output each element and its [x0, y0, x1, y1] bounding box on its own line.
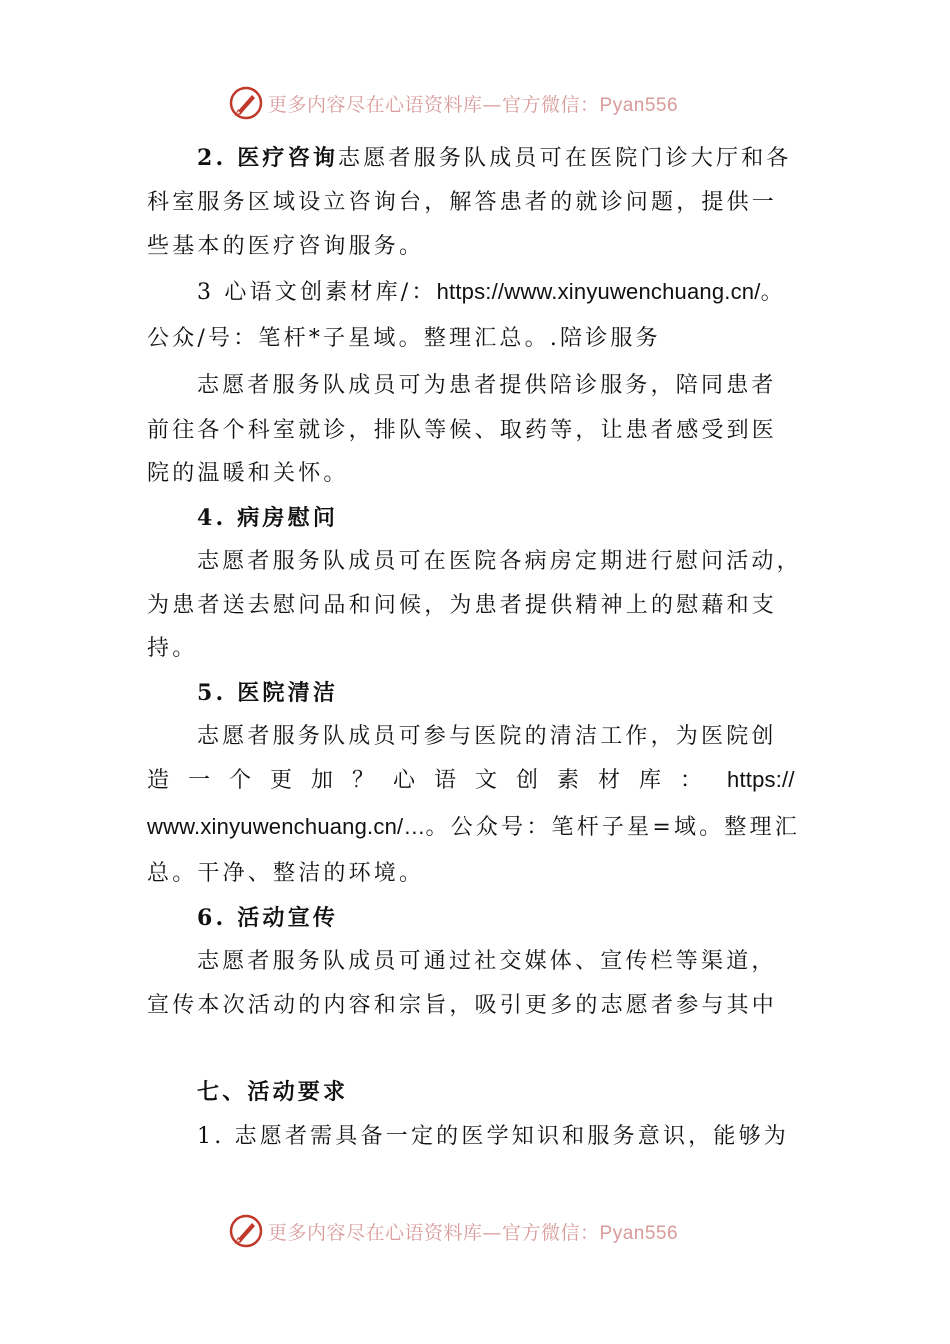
- paragraph-line: 宣传本次活动的内容和宗旨，吸引更多的志愿者参与其中: [147, 993, 778, 1018]
- section-heading: 4. 病房慰问: [197, 505, 339, 531]
- pen-logo-icon: [228, 1213, 264, 1249]
- paragraph-line: 志愿者服务队成员可参与医院的清洁工作，为医院创: [197, 724, 777, 749]
- url-text: www.xinyuwenchuang.cn/…: [147, 814, 426, 839]
- paragraph-line: 些基本的医疗咨询服务。: [147, 234, 425, 259]
- section-heading: 5. 医院清洁: [197, 680, 339, 706]
- pen-logo-icon: [228, 85, 264, 121]
- section-heading: 6. 活动宣传: [197, 905, 339, 931]
- banner-text: 更多内容尽在心语资料库—官方微信：Pyan556: [268, 1221, 679, 1244]
- paragraph-line: 2. 医疗咨询志愿者服务队成员可在医院门诊大厅和各: [197, 145, 792, 171]
- paragraph-line: 总。干净、整洁的环境。: [147, 861, 425, 886]
- paragraph-line: 前往各个科室就诊，排队等候、取药等，让患者感受到医: [147, 418, 778, 443]
- paragraph-line: 志愿者服务队成员可在医院各病房定期进行慰问活动，: [197, 549, 802, 574]
- paragraph-line: 造一个更加？心语文创素材库： https://: [147, 767, 795, 793]
- footer-banner: [228, 1211, 678, 1251]
- paragraph-line: 科室服务区域设立咨询台，解答患者的就诊问题，提供一: [147, 190, 778, 215]
- paragraph-line: www.xinyuwenchuang.cn/…。公众号：笔杆子星=域。整理汇: [147, 814, 800, 840]
- paragraph-line: 1. 志愿者需具备一定的医学知识和服务意识，能够为: [197, 1124, 789, 1149]
- paragraph-line: 公众/号：笔杆*子星域。整理汇总。.陪诊服务: [147, 326, 661, 351]
- paragraph-line: 3 心语文创素材库/：https://www.xinyuwenchuang.cn/。: [197, 279, 786, 305]
- paragraph-line: 院的温暖和关怀。: [147, 461, 349, 486]
- url-text: https://: [727, 767, 795, 792]
- header-banner: [228, 83, 678, 123]
- url-text: https://www.xinyuwenchuang.cn/: [436, 279, 761, 304]
- paragraph-line: 为患者送去慰问品和问候，为患者提供精神上的慰藉和支: [147, 593, 778, 618]
- paragraph-line: 志愿者服务队成员可为患者提供陪诊服务，陪同患者: [197, 373, 777, 398]
- section-heading: 七、活动要求: [197, 1079, 349, 1105]
- section-heading: 2. 医疗咨询: [197, 145, 339, 171]
- paragraph-line: 志愿者服务队成员可通过社交媒体、宣传栏等渠道，: [197, 949, 777, 974]
- paragraph-line: 持。: [147, 636, 198, 661]
- banner-text: 更多内容尽在心语资料库—官方微信：Pyan556: [268, 93, 679, 116]
